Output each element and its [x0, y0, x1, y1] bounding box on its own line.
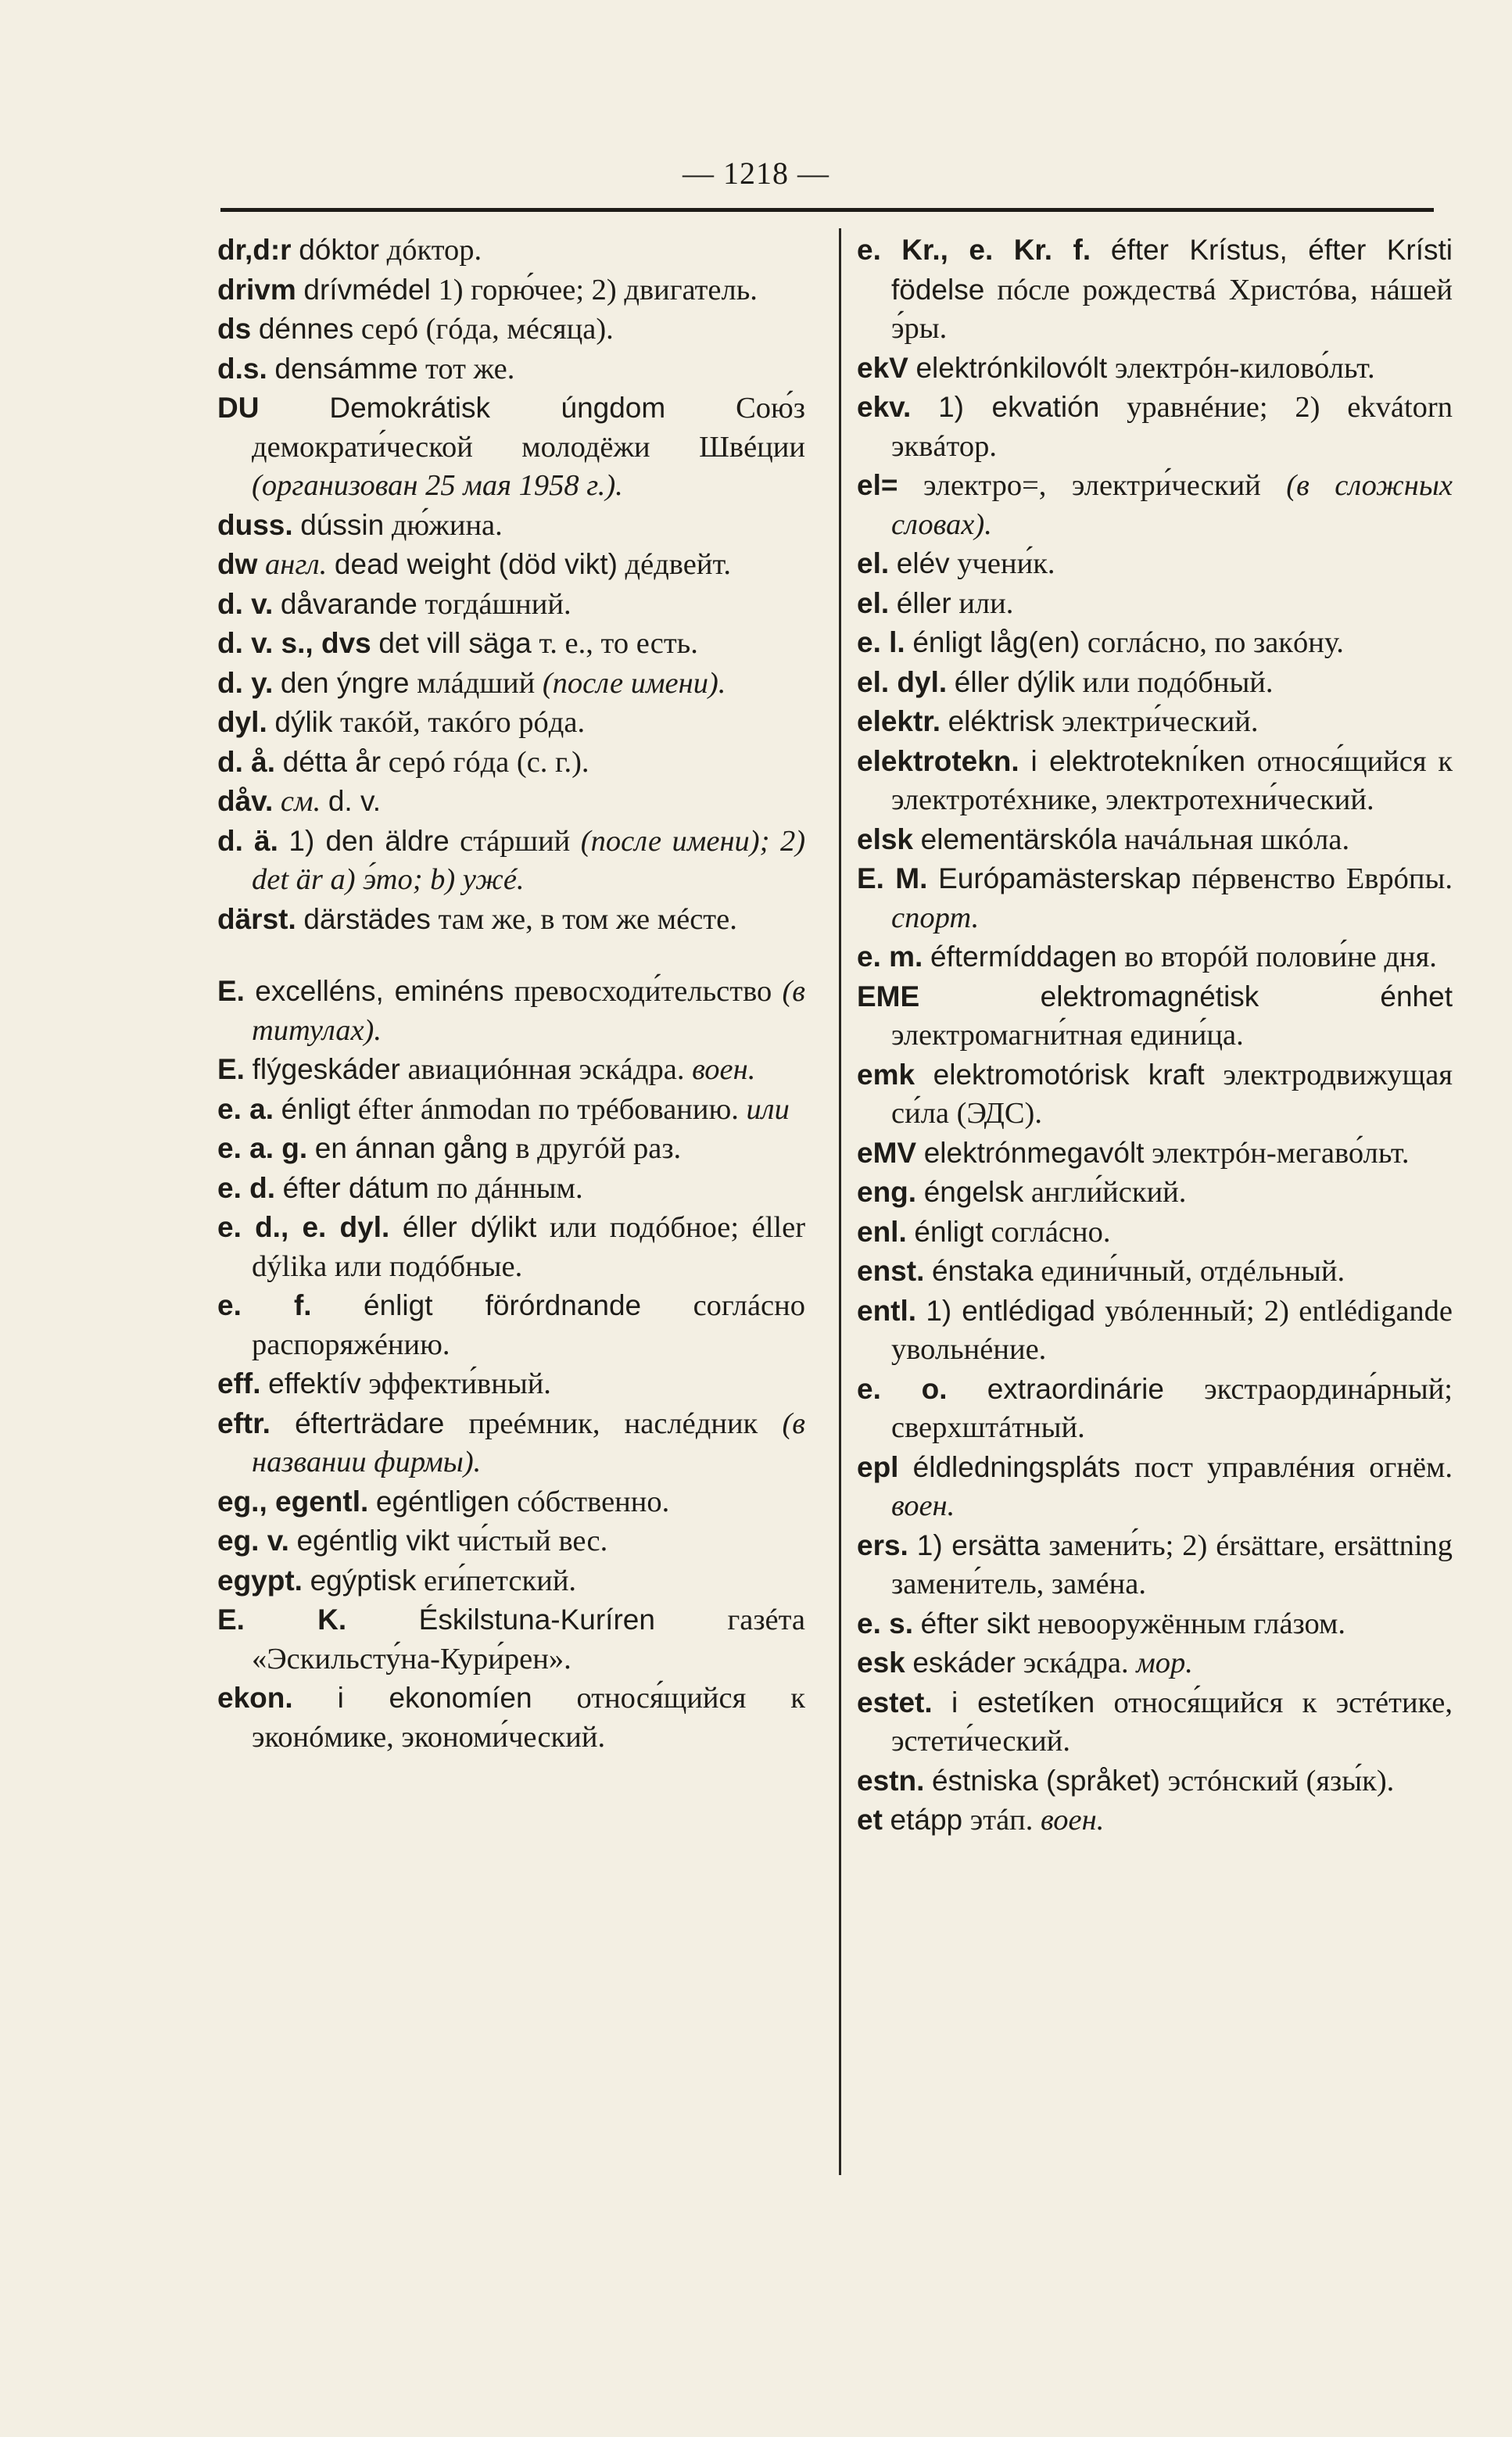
- entry-translation: серó гóда (с. г.).: [388, 745, 589, 779]
- entry-translation: 1) горю́чее; 2) двигатель.: [438, 273, 758, 306]
- entry-abbreviation: esk: [857, 1647, 905, 1679]
- entry-translation: дю́жина.: [391, 508, 503, 542]
- entry-abbreviation: el.: [857, 547, 890, 579]
- entry-translation: пéрвенство Еврóпы.: [1191, 862, 1453, 895]
- entry-source: dóktor: [299, 234, 380, 266]
- dictionary-entry: [857, 977, 1453, 1055]
- entry-note: англ.: [265, 548, 328, 581]
- dictionary-entry: [857, 1370, 1453, 1448]
- entry-source: éldledningspláts: [912, 1450, 1120, 1483]
- entry-translation: или подóбное; éller dýlika или подóбные.: [252, 1211, 806, 1283]
- dictionary-entry: [217, 1050, 805, 1090]
- dictionary-entry: [857, 859, 1453, 937]
- entry-note: или: [746, 1092, 790, 1126]
- entry-abbreviation: e. d., e. dyl.: [217, 1211, 390, 1243]
- entry-source: énstaka: [931, 1255, 1034, 1287]
- dictionary-entry: [857, 584, 1453, 624]
- entry-source: egéntlig vikt: [296, 1525, 450, 1557]
- entry-abbreviation: d. v. s., dvs: [217, 627, 371, 659]
- entry-source: extraordinárie: [987, 1372, 1164, 1405]
- entry-translation: этáп.: [969, 1804, 1034, 1837]
- dictionary-entry: [217, 310, 805, 349]
- dictionary-entry: [857, 1448, 1453, 1526]
- dictionary-entry: [217, 585, 805, 625]
- dictionary-entry: [217, 743, 805, 783]
- entry-note: (в титулах).: [252, 975, 806, 1047]
- entry-abbreviation: d. y.: [217, 666, 274, 699]
- entry-abbreviation: estet.: [857, 1686, 933, 1718]
- entry-translation: млáдший: [417, 666, 536, 700]
- entry-source: éller dýlikt: [402, 1211, 537, 1243]
- entry-abbreviation: e. a. g.: [217, 1132, 308, 1164]
- entry-source: Európamästerskap: [938, 862, 1181, 894]
- entry-source: effektív: [268, 1367, 361, 1399]
- entry-source: elektromagnétisk énhet: [1040, 980, 1453, 1012]
- entry-translation: электрóн-килово́льт.: [1114, 351, 1375, 385]
- entry-source: éngelsk: [923, 1176, 1024, 1208]
- entry-source: dead weight (död vikt): [334, 548, 618, 580]
- entry-source: elementärskóla: [920, 822, 1117, 855]
- entry-source: elektrónkilovólt: [915, 351, 1108, 384]
- entry-abbreviation: d. å.: [217, 745, 276, 778]
- entry-translation: дóктор.: [386, 234, 482, 267]
- entry-translation: эстóнский (язы́к).: [1167, 1764, 1395, 1797]
- dictionary-entry: [217, 1208, 805, 1286]
- dictionary-entry: [217, 782, 805, 822]
- entry-source: dénnes: [258, 313, 354, 345]
- entry-note: воен.: [1041, 1804, 1105, 1837]
- dictionary-entry: [857, 937, 1453, 977]
- entry-source: 1) entlédigad: [926, 1294, 1095, 1327]
- entry-source: egýptisk: [310, 1564, 417, 1597]
- entry-source: dýlik: [274, 706, 333, 738]
- entry-abbreviation: e. d.: [217, 1171, 276, 1204]
- entry-translation: экстраордина́рный; сверхштáтный.: [891, 1372, 1453, 1444]
- dictionary-entry: [217, 545, 805, 585]
- entry-note: (в названии фирмы).: [252, 1407, 806, 1478]
- entry-translation: т. е., то есть.: [539, 627, 698, 660]
- entry-abbreviation: d. ä.: [217, 824, 278, 857]
- dictionary-entry: [857, 466, 1453, 544]
- dictionary-entry: [217, 1364, 805, 1404]
- dictionary-entry: [217, 1404, 805, 1482]
- entry-abbreviation: eMV: [857, 1136, 917, 1169]
- dictionary-entry: [217, 703, 805, 743]
- entry-abbreviation: e. f.: [217, 1289, 312, 1321]
- entry-note: (в сложных словах).: [891, 469, 1453, 541]
- entry-source: densámme: [274, 352, 418, 385]
- dictionary-entry: [217, 822, 805, 900]
- entry-translation: англи́йский.: [1030, 1176, 1187, 1209]
- entry-source: éfter dátum: [282, 1171, 429, 1204]
- entry-abbreviation: eng.: [857, 1176, 917, 1208]
- entry-source: 1) ersätta: [916, 1529, 1041, 1561]
- dictionary-entry: [217, 1129, 805, 1169]
- entry-note: (после имени).: [542, 666, 726, 700]
- entry-source: elektromotórisk kraft: [933, 1058, 1205, 1091]
- entry-abbreviation: d.s.: [217, 352, 267, 385]
- entry-translation: увóленный; 2) entlédigande увольнéние.: [891, 1294, 1453, 1366]
- dictionary-entry: [857, 1213, 1453, 1253]
- entry-source: i estetíken: [951, 1686, 1095, 1718]
- entry-translation: электро=, электри́ческий: [923, 469, 1261, 502]
- dictionary-entry: [217, 1482, 805, 1522]
- entry-translation: во вторóй полови́не дня.: [1124, 941, 1437, 973]
- dictionary-entry: [857, 544, 1453, 584]
- entry-translation: преéмник, наслéдник: [468, 1407, 758, 1440]
- dictionary-entry: [857, 1134, 1453, 1174]
- dictionary-entry: [857, 1683, 1453, 1761]
- dictionary-entry: [857, 1055, 1453, 1134]
- entry-abbreviation: ers.: [857, 1529, 908, 1561]
- entry-translation: газéта «Эскильсту́на-Кури́рен».: [252, 1604, 806, 1675]
- entry-translation: замени́ть; 2) érsättare, ersättning замени́тель, замéна.: [891, 1529, 1453, 1600]
- entry-source: elév: [896, 547, 950, 579]
- entry-abbreviation: eg. v.: [217, 1525, 289, 1557]
- dictionary-entry: [857, 349, 1453, 389]
- entry-translation: там же, в том же мéсте.: [438, 902, 737, 936]
- entry-source: énligt: [914, 1215, 984, 1248]
- entry-abbreviation: E. K.: [217, 1604, 347, 1636]
- entry-note: (после имени); 2) det är a) э́то; b) ужé.: [252, 824, 806, 896]
- entry-source: egéntligen: [375, 1485, 510, 1518]
- entry-abbreviation: E.: [217, 1053, 245, 1085]
- page-number: — 1218 —: [683, 156, 829, 191]
- dictionary-entry: [857, 1173, 1453, 1213]
- entry-translation: по дáнным.: [436, 1171, 583, 1205]
- entry-translation: или.: [958, 586, 1014, 620]
- dictionary-entry: [217, 664, 805, 704]
- entry-translation: стáрший: [460, 824, 571, 858]
- entry-source: éfterträdare: [295, 1407, 445, 1439]
- dictionary-entry: [217, 506, 805, 546]
- entry-translation: соглáсно распоряжéнию.: [252, 1289, 805, 1361]
- dictionary-entry: [217, 1600, 805, 1679]
- entry-source: eléktrisk: [948, 705, 1055, 737]
- entry-source: éller: [896, 586, 951, 619]
- entry-translation: в другóй раз.: [515, 1132, 682, 1165]
- dictionary-entry: [217, 624, 805, 664]
- entry-abbreviation: e. s.: [857, 1607, 913, 1640]
- entry-abbreviation: därst.: [217, 902, 296, 935]
- entry-source: etápp: [890, 1804, 963, 1836]
- header-rule: [220, 208, 1434, 212]
- entry-source: excelléns, eminéns: [255, 975, 504, 1007]
- entry-abbreviation: dw: [217, 548, 258, 580]
- entry-source: éstniska (språket): [931, 1764, 1160, 1797]
- dictionary-entry: [857, 1526, 1453, 1604]
- entry-note: (организован 25 мая 1958 г.).: [252, 469, 623, 502]
- dictionary-entry: [217, 1561, 805, 1601]
- entry-translation: электромагни́тная едини́ца.: [891, 1019, 1244, 1052]
- entry-abbreviation: epl: [857, 1450, 899, 1483]
- entry-abbreviation: eff.: [217, 1367, 261, 1399]
- entry-translation: относя́щийся к эконóмике, экономи́ческий.: [252, 1682, 805, 1754]
- entry-abbreviation: E.: [217, 975, 245, 1007]
- entry-source: éfter Krístus, éfter Krísti födelse: [891, 234, 1453, 306]
- entry-note: мор.: [1136, 1647, 1193, 1679]
- dictionary-entry: [217, 231, 805, 271]
- entry-abbreviation: dyl.: [217, 706, 267, 738]
- entry-translation: сóбственно.: [517, 1485, 670, 1518]
- entry-abbreviation: dr,d:r: [217, 234, 292, 266]
- entry-abbreviation: E. M.: [857, 862, 928, 894]
- dictionary-entry: [857, 231, 1453, 349]
- entry-abbreviation: enst.: [857, 1255, 925, 1287]
- entry-source: dåvarande: [280, 587, 417, 620]
- entry-translation: авиациóнная эскáдра.: [407, 1053, 685, 1086]
- entry-abbreviation: DU: [217, 392, 260, 424]
- entry-translation: серó (гóда, мéсяца).: [360, 313, 614, 346]
- entry-translation: относя́щийся к эстéтике, эстети́ческий.: [891, 1686, 1453, 1758]
- dictionary-entry: [857, 742, 1453, 820]
- entry-translation: начáльная шкóла.: [1124, 822, 1350, 856]
- entry-source: d. v.: [328, 785, 382, 817]
- entry-source: 1) den äldre: [288, 824, 450, 857]
- entry-note: см.: [280, 785, 321, 818]
- entry-abbreviation: ekV: [857, 351, 908, 384]
- entry-translation: соглáсно, по закóну.: [1087, 626, 1344, 659]
- entry-translation: электри́ческий.: [1061, 705, 1259, 738]
- dictionary-entry: [857, 1643, 1453, 1683]
- entry-translation: чи́стый вес.: [457, 1525, 608, 1557]
- entry-source: énligt förórdnande: [364, 1289, 642, 1321]
- entry-abbreviation: estn.: [857, 1764, 925, 1797]
- section-gap: [217, 939, 805, 972]
- entry-abbreviation: dåv.: [217, 785, 274, 817]
- dictionary-entry: [217, 1286, 805, 1364]
- entry-translation: электродвижущая си́ла (ЭДС).: [891, 1058, 1453, 1130]
- entry-source: 1) ekvatión: [938, 391, 1100, 423]
- entry-abbreviation: el.: [857, 586, 890, 619]
- entry-abbreviation: duss.: [217, 508, 293, 541]
- entry-source: détta år: [282, 745, 382, 778]
- left-column: [217, 231, 805, 1757]
- entry-abbreviation: elsk: [857, 822, 914, 855]
- entry-abbreviation: elektrotekn.: [857, 744, 1019, 777]
- entry-abbreviation: e. a.: [217, 1092, 274, 1125]
- entry-translation: электрóн-мегаво́льт.: [1152, 1136, 1410, 1170]
- entry-note: воен.: [891, 1489, 955, 1522]
- entry-source: dússin: [300, 508, 385, 541]
- entry-translation: учени́к.: [957, 547, 1055, 580]
- entry-source: i ekonomíen: [337, 1682, 532, 1714]
- entry-abbreviation: elektr.: [857, 705, 941, 737]
- entry-source: flýgeskáder: [252, 1053, 400, 1085]
- right-column: [857, 231, 1453, 1840]
- dictionary-entry: [217, 1679, 805, 1757]
- entry-source: elektrónmegavólt: [923, 1136, 1145, 1169]
- entry-source: drívmédel: [303, 273, 431, 306]
- entry-translation: эскáдра.: [1023, 1647, 1129, 1679]
- entry-abbreviation: e. m.: [857, 941, 923, 973]
- dictionary-entry: [857, 820, 1453, 860]
- entry-source: den ýngre: [280, 666, 410, 699]
- dictionary-entry: [857, 388, 1453, 466]
- entry-translation: относя́щийся к электротéхнике, электротехни́ческий.: [891, 744, 1453, 816]
- entry-source: Éskilstuna-Kuríren: [418, 1604, 655, 1636]
- dictionary-entry: [217, 972, 805, 1050]
- entry-translation: тогдáшний.: [425, 587, 571, 621]
- entry-translation: уравнéние; 2) ekvátorn эквáтор.: [891, 391, 1453, 463]
- entry-abbreviation: ds: [217, 313, 252, 345]
- entry-abbreviation: drivm: [217, 273, 296, 306]
- dictionary-entry: [857, 623, 1453, 663]
- entry-translation: соглáсно.: [991, 1215, 1111, 1249]
- entry-abbreviation: el=: [857, 469, 898, 501]
- entry-source: det vill säga: [378, 627, 532, 659]
- entry-translation: или подóбный.: [1082, 665, 1274, 699]
- entry-translation: пост управлéния огнём.: [1134, 1450, 1453, 1484]
- entry-source: Demokrátisk úngdom: [329, 392, 666, 424]
- entry-source: eskáder: [912, 1647, 1016, 1679]
- dictionary-entry: [857, 1252, 1453, 1292]
- entry-translation: тот же.: [425, 352, 515, 385]
- entry-note: воен.: [692, 1053, 756, 1086]
- dictionary-entry: [217, 271, 805, 310]
- entry-source: därstädes: [303, 902, 431, 935]
- entry-source: énligt: [281, 1092, 351, 1125]
- entry-abbreviation: ekon.: [217, 1682, 293, 1714]
- entry-abbreviation: egypt.: [217, 1564, 303, 1597]
- entry-abbreviation: e. o.: [857, 1372, 948, 1405]
- entry-source: éfter sikt: [920, 1607, 1030, 1640]
- dictionary-entry: [217, 349, 805, 389]
- entry-translation: дéдвейт.: [625, 548, 731, 581]
- entry-abbreviation: d. v.: [217, 587, 274, 620]
- entry-source: éftermíddagen: [930, 941, 1117, 973]
- entry-translation: éfter ánmodan по трéбованию.: [357, 1092, 739, 1126]
- dictionary-entry: [217, 900, 805, 940]
- entry-abbreviation: eg., egentl.: [217, 1485, 369, 1518]
- entry-source: éller dýlik: [954, 665, 1075, 698]
- entry-translation: невооружённым глáзом.: [1037, 1607, 1346, 1640]
- entry-translation: еги́петский.: [423, 1564, 577, 1597]
- entry-translation: едини́чный, отдéльный.: [1041, 1255, 1345, 1288]
- entry-abbreviation: e. Kr., e. Kr. f.: [857, 234, 1091, 266]
- entry-abbreviation: ekv.: [857, 391, 912, 423]
- entry-abbreviation: eftr.: [217, 1407, 271, 1439]
- dictionary-entry: [857, 702, 1453, 742]
- entry-source: i elektroteknı́ken: [1030, 744, 1245, 777]
- entry-note: спорт.: [891, 901, 980, 934]
- entry-abbreviation: e. l.: [857, 626, 905, 658]
- dictionary-entry: [217, 389, 805, 506]
- dictionary-entry: [217, 1521, 805, 1561]
- entry-abbreviation: emk: [857, 1058, 915, 1091]
- entry-translation: пóсле рождествá Христóва, нáшей э́ры.: [891, 273, 1453, 345]
- entry-abbreviation: enl.: [857, 1215, 907, 1248]
- dictionary-entry: [217, 1169, 805, 1209]
- dictionary-entry: [857, 1292, 1453, 1370]
- entry-translation: такóй, такóго рóда.: [340, 706, 586, 739]
- dictionary-entry: [857, 1604, 1453, 1644]
- entry-translation: Сою́з демократи́ческой молодёжи Швéции: [252, 392, 805, 464]
- dictionary-entry: [857, 1761, 1453, 1801]
- entry-source: en ánnan gång: [314, 1132, 508, 1164]
- dictionary-entry: [857, 663, 1453, 703]
- entry-abbreviation: entl.: [857, 1294, 917, 1327]
- entry-abbreviation: EME: [857, 980, 920, 1012]
- entry-translation: превосходи́тельство: [514, 975, 772, 1008]
- entry-source: énligt låg(en): [912, 626, 1080, 658]
- entry-abbreviation: el. dyl.: [857, 665, 948, 698]
- dictionary-entry: [857, 1801, 1453, 1840]
- column-divider: [839, 228, 841, 2175]
- entry-translation: эффекти́вный.: [368, 1367, 551, 1400]
- dictionary-entry: [217, 1090, 805, 1130]
- entry-abbreviation: et: [857, 1804, 883, 1836]
